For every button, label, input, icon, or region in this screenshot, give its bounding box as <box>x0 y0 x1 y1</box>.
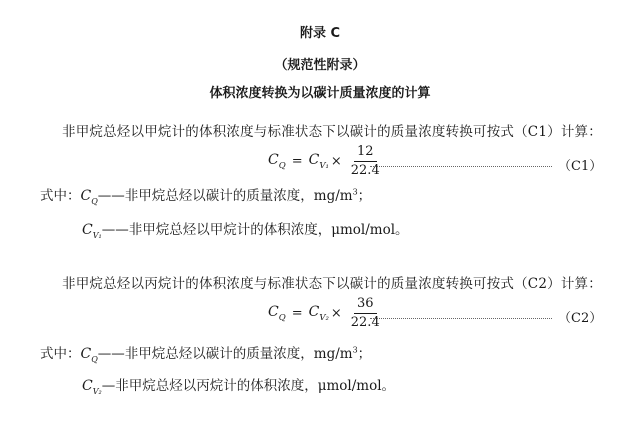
appendix-label: 附录 C <box>299 26 341 41</box>
formula-c1 <box>268 145 387 179</box>
where-c1-def2: $C_{V_1}——$非甲烷总烃以甲烷计的体积浓度，μmol/mol。 <box>82 222 409 240</box>
normative-label: （规范性附录） <box>274 58 366 73</box>
where-label-c2: 式中： <box>40 346 81 362</box>
formula-c1-lhs: $C_Q$ <box>268 152 286 172</box>
formula-c2-fraction <box>348 297 383 331</box>
intro-c1: 非甲烷总烃以甲烷计的体积浓度与标准状态下以碳计的质量浓度转换可按式（C1）计算： <box>62 124 602 140</box>
formula-c2 <box>268 297 387 331</box>
formula-c1-fraction <box>348 145 383 179</box>
formula-c2-equals: = <box>291 306 303 322</box>
where-c2-def2: $C_{V_2}—$非甲烷总烃以丙烷计的体积浓度，μmol/mol。 <box>82 378 396 396</box>
formula-c1-times: × <box>330 154 342 170</box>
formula-c2-lhs: $C_Q$ <box>268 304 286 324</box>
intro-c2: 非甲烷总烃以丙烷计的体积浓度与标准状态下以碳计的质量浓度转换可按式（C2）计算： <box>62 276 602 292</box>
formula-c1-equals: = <box>291 154 303 170</box>
eq-number-c1: （C1） <box>558 159 603 174</box>
formula-c2-times: × <box>330 306 342 322</box>
formula-c1-rhs-var: $C_{V_1}$ <box>308 152 329 172</box>
formula-c2-numerator: 36 <box>354 297 377 314</box>
formula-c2-denominator: 22.4 <box>350 315 380 331</box>
appendix-title: 体积浓度转换为以碳计质量浓度的计算 <box>209 86 431 101</box>
where-c2-def1: 式中：$C_Q——$非甲烷总烃以碳计的质量浓度，$mg/m^3$； <box>40 345 372 364</box>
formula-c1-numerator: 12 <box>354 145 377 162</box>
where-label-c1: 式中： <box>40 188 81 204</box>
where-c1-def1: 式中：$C_Q——$非甲烷总烃以碳计的质量浓度，$mg/m^3$； <box>40 187 372 206</box>
formula-c1-denominator: 22.4 <box>350 163 380 179</box>
leader-dots-c1 <box>370 166 552 167</box>
eq-number-c2: （C2） <box>558 311 603 326</box>
formula-c2-rhs-var: $C_{V_2}$ <box>308 304 329 324</box>
leader-dots-c2 <box>370 318 552 319</box>
